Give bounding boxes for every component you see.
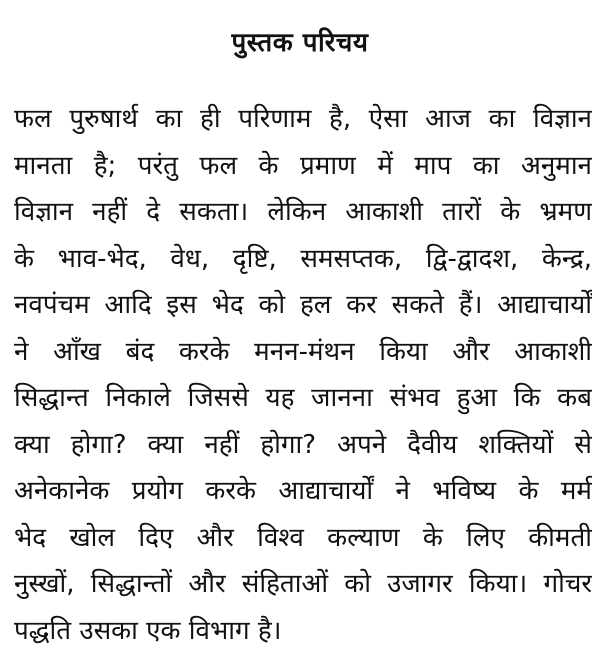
body-paragraph bbox=[14, 96, 592, 654]
paragraph-line: भेद खोल दिए और विश्व कल्याण के लिए कीमती bbox=[14, 515, 592, 562]
paragraph-line-last: पद्धति उसका एक विभाग है। bbox=[14, 608, 592, 654]
paragraph-line: के भाव-भेद, वेध, दृष्टि, समसप्तक, द्वि-द्वादश, केन्द्र, bbox=[14, 236, 592, 283]
paragraph-line: नवपंचम आदि इस भेद को हल कर सकते हैं। आद्याचार्यों bbox=[14, 282, 592, 329]
paragraph-line: नुस्खों, सिद्धान्तों और संहिताओं को उजागर किया। गोचर bbox=[14, 561, 592, 608]
paragraph-line: मानता है; परंतु फल के प्रमाण में माप का अनुमान bbox=[14, 143, 592, 190]
paragraph-line: फल पुरुषार्थ का ही परिणाम है, ऐसा आज का विज्ञान bbox=[14, 96, 592, 143]
paragraph-line: विज्ञान नहीं दे सकता। लेकिन आकाशी तारों के भ्रमण bbox=[14, 189, 592, 236]
paragraph-line: सिद्धान्त निकाले जिससे यह जानना संभव हुआ कि कब bbox=[14, 375, 592, 422]
paragraph-line: ने आँख बंद करके मनन-मंथन किया और आकाशी bbox=[14, 329, 592, 376]
paragraph-line: अनेकानेक प्रयोग करके आद्याचार्यों ने भविष्य के मर्म bbox=[14, 468, 592, 515]
page-title: पुस्तक परिचय bbox=[0, 28, 600, 59]
paragraph-line: क्या होगा? क्या नहीं होगा? अपने दैवीय शक्तियों से bbox=[14, 422, 592, 469]
